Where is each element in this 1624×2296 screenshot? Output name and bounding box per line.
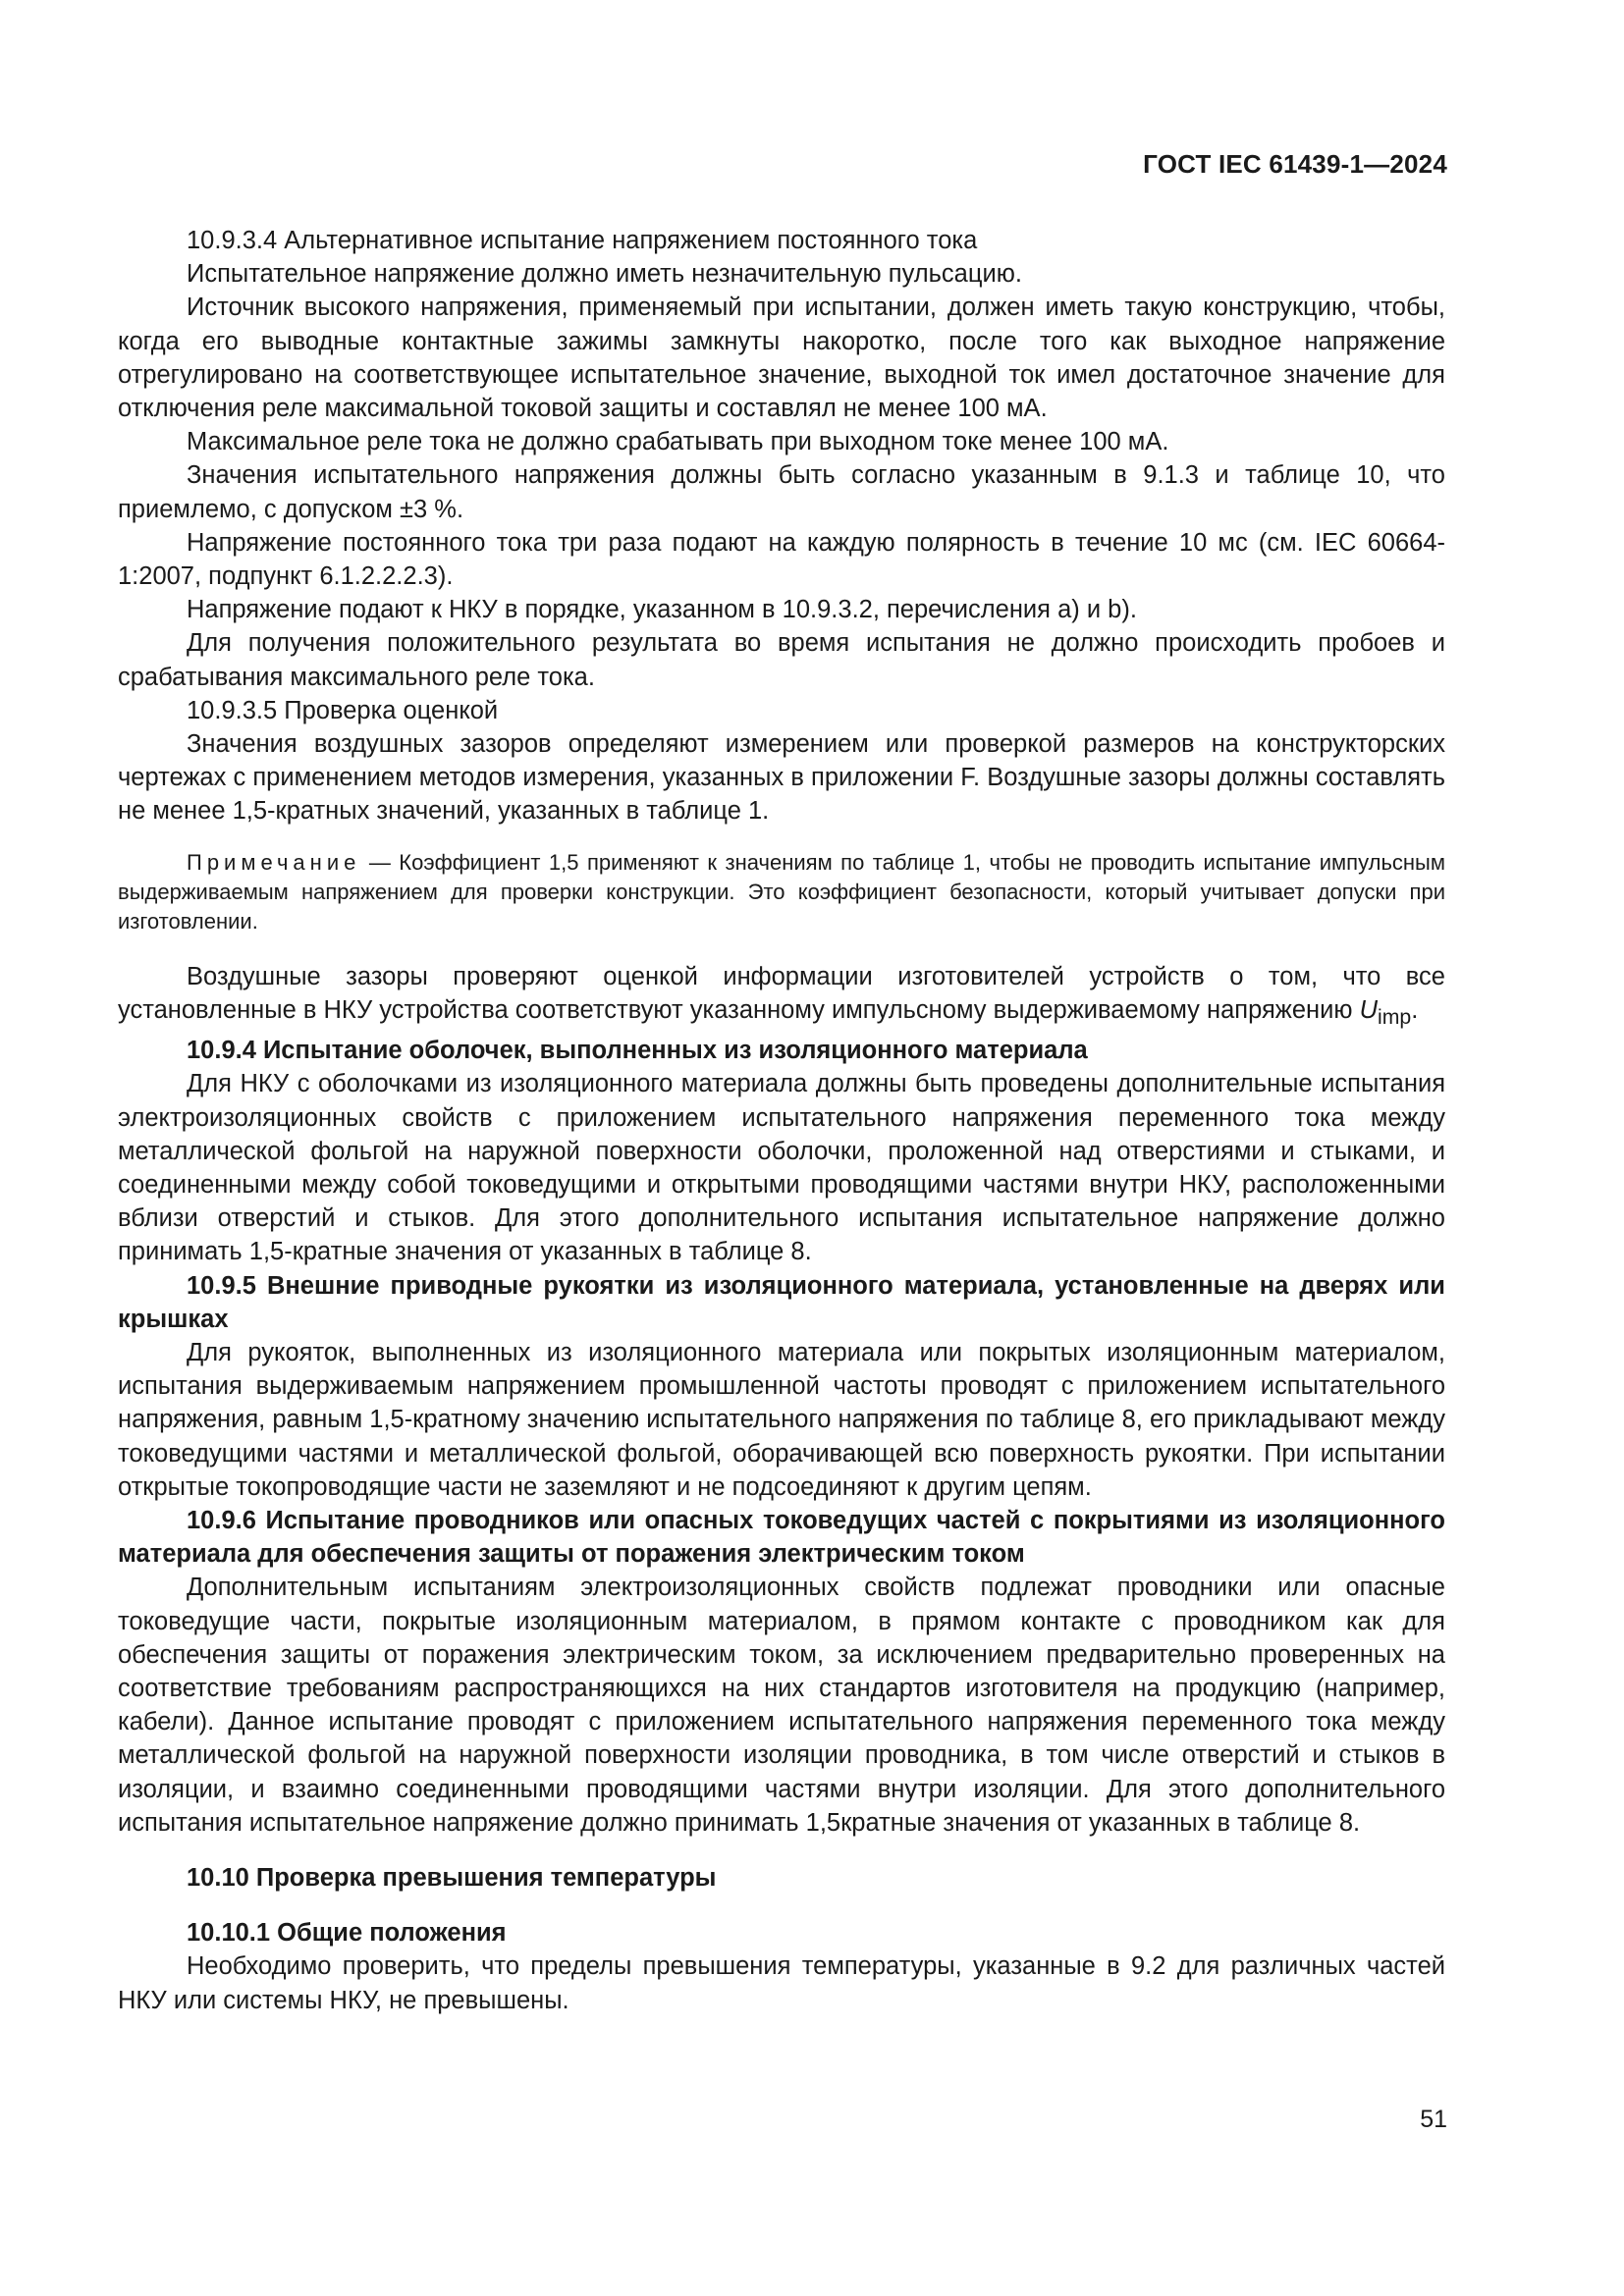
note-text: — Коэффициент 1,5 применяют к значениям по таблице 1, чтобы не проводить испытание импульсным выдерживаемым напряжением для проверки конструкции. Это коэффициент безопасности, который учитывает допуски при изготовлении. [118, 849, 1445, 934]
heading-10-10: 10.10 Проверка превышения температуры [187, 1864, 717, 1893]
paragraph: Для получения положительного результата во время испытания не должно происходить пробоев и срабатывания максимального реле тока. [118, 629, 1445, 691]
paragraph: Значения испытательного напряжения должны быть согласно указанным в 9.1.3 и таблице 10, что приемлемо, с допуском ±3 %. [118, 461, 1445, 523]
paragraph: Для НКУ с оболочками из изоляционного материала должны быть проведены дополнительные испытания электроизоляционных свойств с приложением испытательного напряжения переменного тока между металлической фольгой на наружной поверхности оболочки, проложенной над отверстиями и стыками, и соединенными между собой токоведущими и открытыми проводящими частями внутри НКУ, расположенными вблизи отверстий и стыков. Для этого дополнительного испытания испытательное напряжение должно принимать 1,5-кратные значения от указанных в таблице 8. [118, 1070, 1445, 1266]
heading-10-9-6: 10.9.6 Испытание проводников или опасных токоведущих частей с покрытиями из изоляционного материала для обеспечения защиты от поражения электрическим током [118, 1507, 1445, 1569]
clause-10-9-3-5-title: 10.9.3.5 Проверка оценкой [187, 696, 499, 724]
document-header: ГОСТ IEC 61439-1—2024 [1143, 149, 1447, 179]
page-number: 51 [1420, 2106, 1447, 2133]
document-body [118, 224, 1445, 2017]
paragraph [118, 960, 1445, 1035]
paragraph: Испытательное напряжение должно иметь незначительную пульсацию. [187, 260, 1022, 289]
paragraph-end: . [1411, 995, 1419, 1024]
paragraph: Необходимо проверить, что пределы превышения температуры, указанные в 9.2 для различных частей НКУ или системы НКУ, не превышены. [118, 1952, 1445, 2014]
paragraph: Напряжение подают к НКУ в порядке, указанном в 10.9.3.2, перечисления a) и b). [187, 596, 1137, 624]
paragraph: Источник высокого напряжения, применяемый при испытании, должен иметь такую конструкцию, чтобы, когда его выводные контактные зажимы замкнуты накоротко, после того как выходное напряжение отрегулировано на соответствующее испытательное значение, выходной ток имел достаточное значение для отключения реле максимальной токовой защиты и составлял не менее 100 мА. [118, 294, 1445, 423]
note-label: Примечание [187, 849, 361, 875]
clause-10-9-3-4-title: 10.9.3.4 Альтернативное испытание напряжением постоянного тока [187, 227, 978, 254]
heading-10-9-5: 10.9.5 Внешние приводные рукоятки из изоляционного материала, установленные на дверях или крышках [118, 1271, 1445, 1333]
heading-10-10-1: 10.10.1 Общие положения [187, 1919, 507, 1948]
paragraph: Максимальное реле тока не должно срабатывать при выходном токе менее 100 мА. [187, 428, 1169, 456]
paragraph: Для рукояток, выполненных из изоляционного материала или покрытых изоляционным материалом, испытания выдерживаемым напряжением промышленной частоты проводят с приложением испытательного напряжения, равным 1,5-кратному значению испытательного напряжения по таблице 8, его прикладывают между токоведущими частями и металлической фольгой, оборачивающей всю поверхность рукоятки. При испытании открытые токопроводящие части не заземляют и не подсоединяют к другим цепям. [118, 1338, 1445, 1501]
note [118, 848, 1445, 936]
paragraph: Значения воздушных зазоров определяют измерением или проверкой размеров на конструкторских чертежах с применением методов измерения, указанных в приложении F. Воздушные зазоры должны составлять не менее 1,5-кратных значений, указанных в таблице 1. [118, 730, 1445, 826]
heading-10-9-4: 10.9.4 Испытание оболочек, выполненных из изоляционного материала [187, 1037, 1088, 1065]
paragraph: Напряжение постоянного тока три раза подают на каждую полярность в течение 10 мс (см. IEC 60664-1:2007, подпункт 6.1.2.2.2.3). [118, 528, 1445, 591]
paragraph: Дополнительным испытаниям электроизоляционных свойств подлежат проводники или опасные токоведущие части, покрытые изоляционным материалом, в прямом контакте с проводником как для обеспечения защиты от поражения электрическим током, за исключением предварительно проверенных на соответствие требованиям распространяющихся на них стандартов изготовителя на продукцию (например, кабели). Данное испытание проводят с приложением испытательного напряжения переменного тока между металлической фольгой на наружной поверхности изоляции проводника, в том числе отверстий и стыков в изоляции, и взаимно соединенными проводящими частями внутри изоляции. Для этого дополнительного испытания испытательное напряжение должно принимать 1,5кратные значения от указанных в таблице 8. [118, 1574, 1445, 1837]
symbol-u: U [1359, 995, 1378, 1024]
symbol-subscript: imp [1378, 1004, 1412, 1029]
paragraph-text: Воздушные зазоры проверяют оценкой информации изготовителей устройств о том, что все установленные в НКУ устройства соответствуют указанному импульсному выдерживаемому напряжению [118, 962, 1445, 1024]
